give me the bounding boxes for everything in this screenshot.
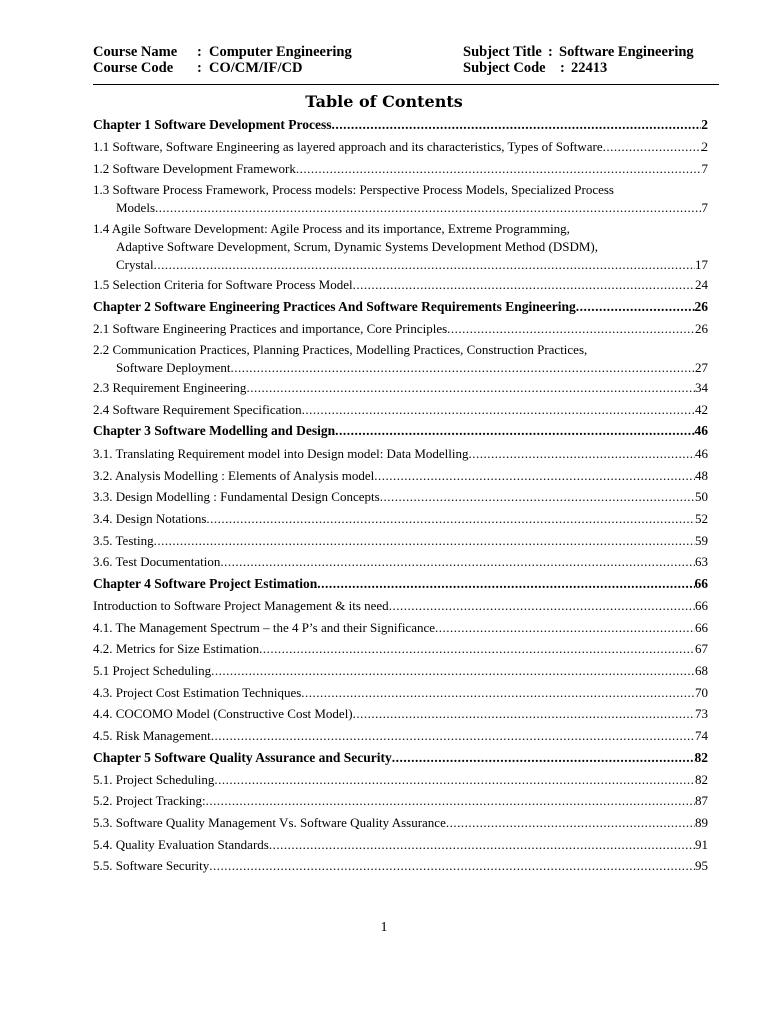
dot-leader: [447, 320, 695, 338]
toc-page-number: 46: [694, 423, 708, 438]
toc-page-number: 73: [695, 706, 708, 721]
toc-entry-text: Adaptive Software Development, Scrum, Dynamic Systems Development Method (DSDM),: [116, 239, 598, 254]
dot-leader: [353, 276, 695, 294]
toc-entry-line: [93, 705, 708, 723]
toc-entry-line: [93, 532, 708, 550]
toc-entry-text: Introduction to Software Project Management & its need: [93, 598, 389, 613]
toc-entry-text: 5.3. Software Quality Management Vs. Software Quality Assurance: [93, 815, 446, 830]
toc-entry-text: 2.1 Software Engineering Practices and importance, Core Principles: [93, 321, 448, 336]
dot-leader: [392, 749, 695, 767]
toc-chapter-entry: [93, 298, 708, 316]
toc-page-number: 52: [695, 511, 708, 526]
toc-entry: [93, 138, 708, 156]
dot-leader: [389, 597, 695, 615]
toc-entry-line: [93, 238, 708, 256]
toc-entry-line: [93, 662, 708, 680]
toc-page-number: 59: [695, 533, 708, 548]
toc-entry-text: Software Deployment: [116, 360, 231, 375]
course-name-value: Computer Engineering: [209, 44, 352, 60]
toc-entry-text: 3.4. Design Notations: [93, 511, 207, 526]
toc-chapter-entry: [93, 116, 708, 134]
dot-leader: [246, 379, 695, 397]
toc-entry-line: [93, 320, 708, 338]
toc-entry-text: 5.5. Software Security: [93, 858, 210, 873]
toc-entry-text: Chapter 3 Software Modelling and Design: [93, 423, 336, 438]
toc-entry: [93, 379, 708, 397]
toc-chapter-entry: [93, 749, 708, 767]
dot-leader: [220, 553, 695, 571]
dot-leader: [335, 422, 694, 440]
course-header: [93, 44, 718, 84]
toc-entry-text: Models: [116, 200, 155, 215]
toc-entry: [93, 814, 708, 832]
dot-leader: [317, 575, 694, 593]
toc-entry-line: [93, 116, 708, 134]
toc-entry: [93, 488, 708, 506]
toc-chapter-entry: [93, 575, 708, 593]
toc-entry-text: Chapter 5 Software Quality Assurance and Security: [93, 750, 392, 765]
toc-entry-line: [93, 298, 708, 316]
header-divider: [93, 84, 719, 85]
toc-page-number: 50: [695, 489, 708, 504]
dot-leader: [469, 445, 695, 463]
toc-entry-text: 3.2. Analysis Modelling : Elements of Analysis model: [93, 468, 375, 483]
toc-entry-text: 3.5. Testing: [93, 533, 154, 548]
toc-title: Table of Contents: [305, 92, 463, 111]
toc-page-number: 67: [695, 641, 708, 656]
toc-entry-text: Chapter 2 Software Engineering Practices And Software Requirements Engineering: [93, 299, 576, 314]
toc-entry: [93, 662, 708, 680]
dot-leader: [446, 814, 695, 832]
toc-entry-line: [93, 181, 708, 199]
dot-leader: [576, 298, 695, 316]
toc-entry-line: [93, 727, 708, 745]
toc-entry: [93, 684, 708, 702]
toc-page-number: 63: [695, 554, 708, 569]
dot-leader: [154, 256, 695, 274]
toc-entry-text: 1.4 Agile Software Development: Agile Process and its importance, Extreme Programming,: [93, 221, 570, 236]
toc-entry-text: 4.5. Risk Management: [93, 728, 211, 743]
toc-page-number: 89: [695, 815, 708, 830]
toc-page-number: 7: [701, 200, 708, 215]
toc-page-number: 27: [695, 360, 708, 375]
toc-page-number: 17: [695, 257, 708, 272]
toc-entry: [93, 220, 708, 274]
toc-entry-line: [93, 597, 708, 615]
course-code-value: CO/CM/IF/CD: [209, 60, 303, 76]
course-code-separator: :: [197, 60, 202, 76]
toc-page-number: 24: [695, 277, 708, 292]
toc-page-number: 82: [695, 772, 708, 787]
toc-entry: [93, 857, 708, 875]
toc-entry-line: [93, 379, 708, 397]
toc-entry-text: 4.4. COCOMO Model (Constructive Cost Model): [93, 706, 353, 721]
toc-entry-line: [93, 199, 708, 217]
toc-page-number: 82: [694, 750, 708, 765]
toc-entry: [93, 640, 708, 658]
toc-entry: [93, 445, 708, 463]
toc-entry-line: [93, 401, 708, 419]
dot-leader: [301, 684, 695, 702]
toc-entry: [93, 181, 708, 217]
toc-entry-text: 5.4. Quality Evaluation Standards: [93, 837, 269, 852]
toc-entry-line: [93, 160, 708, 178]
dot-leader: [296, 160, 702, 178]
toc-entry: [93, 320, 708, 338]
toc-page-number: 26: [695, 321, 708, 336]
toc-entry-line: [93, 857, 708, 875]
toc-entry-text: 3.1. Translating Requirement model into Design model: Data Modelling: [93, 446, 469, 461]
toc-entry-text: 2.4 Software Requirement Specification: [93, 402, 302, 417]
toc-entry-line: [93, 138, 708, 156]
toc-entry: [93, 510, 708, 528]
toc-entry-text: 4.3. Project Cost Estimation Techniques: [93, 685, 302, 700]
subject-title-separator: :: [548, 44, 553, 60]
toc-page-number: 68: [695, 663, 708, 678]
toc-entry-text: 4.1. The Management Spectrum – the 4 P’s and their Significance: [93, 620, 436, 635]
toc-page-number: 7: [701, 161, 708, 176]
toc-entry-text: Chapter 4 Software Project Estimation: [93, 576, 318, 591]
toc-entry: [93, 705, 708, 723]
dot-leader: [206, 510, 695, 528]
toc-entry-line: [93, 553, 708, 571]
toc-page-number: 66: [695, 620, 708, 635]
subject-code-separator: :: [560, 60, 565, 76]
toc-entry-text: 2.3 Requirement Engineering: [93, 380, 247, 395]
toc-entry-line: [93, 256, 708, 274]
dot-leader: [331, 116, 701, 134]
subject-code-label: Subject Code: [463, 60, 546, 76]
toc-entry: [93, 532, 708, 550]
toc-page-number: 87: [695, 793, 708, 808]
toc-entry-text: Crystal: [116, 257, 154, 272]
toc-entry-text: 2.2 Communication Practices, Planning Practices, Modelling Practices, Construction Practices,: [93, 342, 588, 357]
header-row-1: [93, 44, 718, 61]
dot-leader: [374, 467, 695, 485]
toc-entry: [93, 619, 708, 637]
toc-page-number: 91: [695, 837, 708, 852]
dot-leader: [353, 705, 695, 723]
toc-entry-text: 3.6. Test Documentation: [93, 554, 221, 569]
toc-entry: [93, 792, 708, 810]
toc-entry: [93, 467, 708, 485]
toc-page-number: 2: [701, 139, 708, 154]
toc-entry-line: [93, 276, 708, 294]
dot-leader: [302, 401, 695, 419]
subject-title-label: Subject Title: [463, 44, 542, 60]
dot-leader: [211, 727, 695, 745]
toc-entry-text: 4.2. Metrics for Size Estimation: [93, 641, 260, 656]
toc-entry: [93, 276, 708, 294]
toc-page-number: 74: [695, 728, 708, 743]
toc-page-number: 95: [695, 858, 708, 873]
toc-entry-line: [93, 771, 708, 789]
dot-leader: [603, 138, 702, 156]
dot-leader: [209, 857, 695, 875]
toc-entry-line: [93, 445, 708, 463]
toc-page-number: 66: [694, 576, 708, 591]
toc-entry-text: 5.1. Project Scheduling: [93, 772, 215, 787]
toc-entry: [93, 553, 708, 571]
toc-page-number: 48: [695, 468, 708, 483]
course-code-label: Course Code: [93, 60, 174, 76]
toc-entry: [93, 341, 708, 377]
subject-title-value: Software Engineering: [559, 44, 694, 60]
toc-entry-line: [93, 422, 708, 440]
dot-leader: [269, 836, 695, 854]
toc-entry: [93, 836, 708, 854]
toc-entry-text: 5.2. Project Tracking:: [93, 793, 206, 808]
header-row-2: [93, 60, 718, 77]
dot-leader: [435, 619, 695, 637]
toc-entry-line: [93, 467, 708, 485]
toc-entry-line: [93, 836, 708, 854]
dot-leader: [214, 771, 695, 789]
toc-entry-line: [93, 792, 708, 810]
toc-entry-text: 1.5 Selection Criteria for Software Process Model: [93, 277, 353, 292]
toc-entry-line: [93, 220, 708, 238]
toc-entry-line: [93, 575, 708, 593]
toc-entry-line: [93, 684, 708, 702]
dot-leader: [154, 532, 695, 550]
dot-leader: [230, 359, 695, 377]
toc-entry-text: 1.3 Software Process Framework, Process models: Perspective Process Models, Specialized Process: [93, 182, 614, 197]
page-number: 1: [380, 920, 388, 935]
toc-page-number: 46: [695, 446, 708, 461]
toc-page-number: 42: [695, 402, 708, 417]
toc-entry-line: [93, 619, 708, 637]
toc-entry: [93, 771, 708, 789]
dot-leader: [211, 662, 695, 680]
course-name-separator: :: [197, 44, 202, 60]
toc-entry-text: 3.3. Design Modelling : Fundamental Design Concepts: [93, 489, 380, 504]
toc-chapter-entry: [93, 422, 708, 440]
toc-entry-line: [93, 341, 708, 359]
toc-entry-text: 5.1 Project Scheduling: [93, 663, 212, 678]
dot-leader: [259, 640, 695, 658]
toc-entry-line: [93, 814, 708, 832]
dot-leader: [155, 199, 702, 217]
toc-entry: [93, 160, 708, 178]
toc-entry-text: 1.1 Software, Software Engineering as layered approach and its characteristics, Types of Software: [93, 139, 603, 154]
toc-entry-text: 1.2 Software Development Framework: [93, 161, 296, 176]
toc-page-number: 70: [695, 685, 708, 700]
toc-entry: [93, 597, 708, 615]
toc-entry: [93, 727, 708, 745]
toc-page-number: 26: [694, 299, 708, 314]
toc-entry: [93, 401, 708, 419]
toc-entry-text: Chapter 1 Software Development Process: [93, 117, 332, 132]
dot-leader: [380, 488, 695, 506]
toc-entry-line: [93, 359, 708, 377]
toc-entry-line: [93, 510, 708, 528]
toc-entry-line: [93, 749, 708, 767]
course-name-label: Course Name: [93, 44, 178, 60]
toc-entry-line: [93, 640, 708, 658]
toc-page-number: 66: [695, 598, 708, 613]
toc-page-number: 2: [701, 117, 708, 132]
toc-page-number: 34: [695, 380, 708, 395]
toc-entry-line: [93, 488, 708, 506]
subject-code-value: 22413: [571, 60, 608, 76]
dot-leader: [206, 792, 695, 810]
